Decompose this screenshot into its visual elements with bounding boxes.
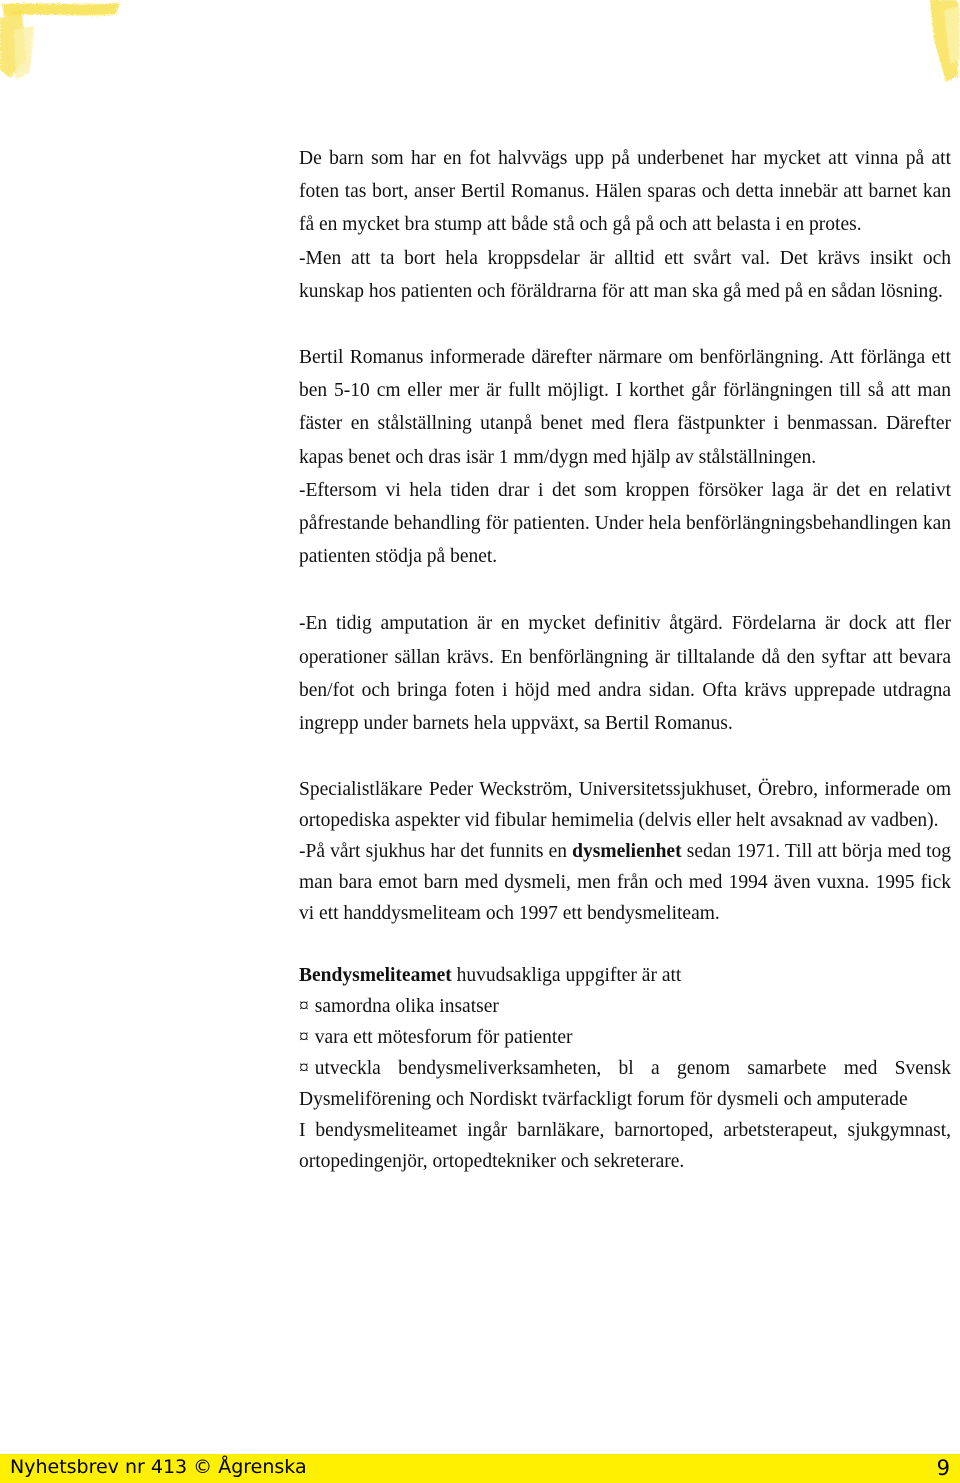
paragraph-dysmelia-unit	[299, 836, 951, 929]
dysmelia-unit-term: dysmelienhet	[572, 841, 682, 863]
page-number: 9	[936, 1456, 950, 1480]
list-item-text: vara ett mötesforum för patienter	[314, 1027, 573, 1049]
paragraph-team-members: I bendysmeliteamet ingår barnläkare, barnortoped, arbetsterapeut, sjukgymnast, ortopedingenjör, ortopedtekniker och sekreterare.	[299, 1120, 951, 1173]
publication-label: Nyhetsbrev nr 413 © Ågrenska	[10, 1456, 307, 1478]
list-item	[299, 1053, 951, 1115]
p7-after: sedan 1971. Till att börja med tog man bara emot barn med dysmeli, men från och med 1994 även vuxna. 1995 fick vi ett handdysmeliteam och 1997 ett bendysmeliteam.	[299, 841, 952, 925]
page-footer	[0, 1452, 960, 1483]
list-item	[299, 991, 951, 1022]
bullet-icon: ¤	[299, 996, 309, 1018]
bullet-icon: ¤	[299, 1027, 309, 1049]
team-tasks-intro: huvudsakliga uppgifter är att	[451, 965, 682, 987]
list-item-text: samordna olika insatser	[314, 996, 499, 1018]
bullet-icon: ¤	[299, 1058, 309, 1080]
paragraph-foot-amputation: De barn som har en fot halvvägs upp på underbenet har mycket att vinna på att foten tas bort, anser Bertil Romanus. Hälen sparas och detta innebär att barnet kan få en mycket bra stump att både stå och gå på och att belasta i en protes.	[299, 148, 951, 236]
team-tasks-heading	[299, 960, 951, 991]
header-decoration	[0, 0, 960, 90]
paragraph-difficult-choice: -Men att ta bort hela kroppsdelar är alltid ett svårt val. Det krävs insikt och kunskap hos patienten och föräldrarna för att man ska gå med på en sådan lösning.	[299, 247, 951, 302]
article-body	[299, 142, 951, 1177]
list-item-text: utveckla bendysmeliverksamheten, bl a genom samarbete med Svensk Dysmeliförening och Nordiskt tvärfackligt forum för dysmeli och amputerade	[299, 1058, 951, 1111]
team-tasks-list	[299, 991, 951, 1115]
p7-before: -På vårt sjukhus har det funnits en	[299, 841, 573, 863]
yellow-brush-strokes	[0, 0, 960, 90]
team-name: Bendysmeliteamet	[299, 965, 452, 987]
paragraph-early-amputation: -En tidig amputation är en mycket definitiv åtgärd. Fördelarna är dock att fler operationer sällan krävs. En benförlängning är tilltalande då den syftar att bevara ben/fot och bringa foten i höjd med andra sidan. Ofta krävs upprepade utdragna ingrepp under barnets hela uppväxt, sa Bertil Romanus.	[299, 613, 951, 735]
paragraph-specialist: Specialistläkare Peder Weckström, Universitetssjukhuset, Örebro, informerade om ortopediska aspekter vid fibular hemimelia (delvis eller helt avsaknad av vadben).	[299, 779, 951, 832]
section-dysmelia-team	[299, 774, 951, 1177]
paragraph-treatment-strain: -Eftersom vi hela tiden drar i det som kroppen försöker laga är det en relativt påfrestande behandling för patienten. Under hela benförlängningsbehandlingen kan patienten stödja på benet.	[299, 479, 951, 568]
paragraph-bone-lengthening: Bertil Romanus informerade därefter närmare om benförlängning. Att förlänga ett ben 5-10 cm eller mer är fullt möjligt. I korthet går förlängningen till så att man fäster en stålställning utanpå benet med flera fästpunkter i benmassan. Därefter kapas benet och dras isär 1 mm/dygn med hjälp av stålställningen.	[299, 347, 951, 468]
list-item	[299, 1022, 951, 1053]
